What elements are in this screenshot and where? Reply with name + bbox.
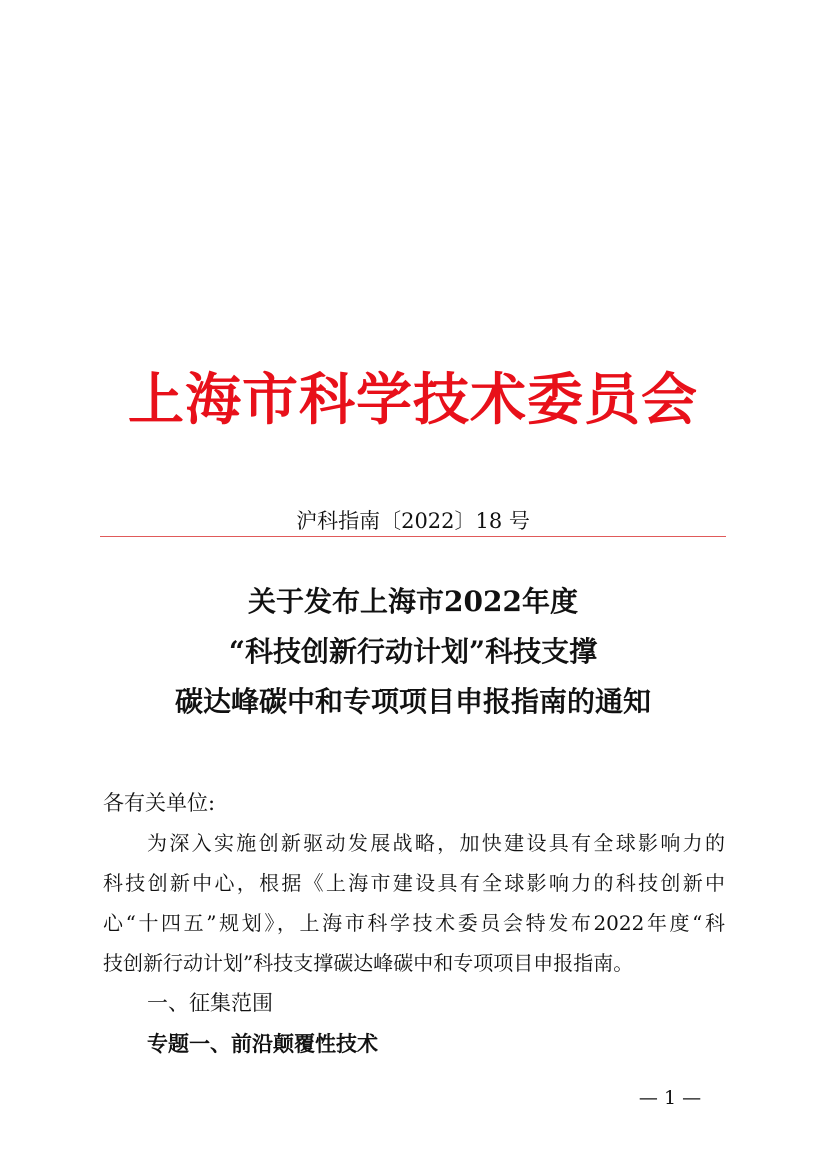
body-paragraph — [103, 823, 725, 983]
body-line: 心“十四五”规划》，上海市科学技术委员会特发布2022年度“科 — [103, 911, 725, 935]
subsection-heading: 专题一、前沿颠覆性技术 — [147, 1031, 378, 1056]
salutation: 各有关单位: — [103, 791, 216, 815]
body-line: 为深入实施创新驱动发展战略，加快建设具有全球影响力的 — [147, 831, 725, 855]
page-number: — 1 — — [638, 1087, 702, 1109]
section-heading: 一、征集范围 — [147, 991, 273, 1015]
title-line: “科技创新行动计划”科技支撑 — [228, 635, 598, 668]
body-line: 技创新行动计划”科技支撑碳达峰碳中和专项项目申报指南。 — [103, 951, 634, 975]
title-line: 碳达峰碳中和专项项目申报指南的通知 — [174, 685, 651, 718]
notice-title — [0, 577, 826, 727]
body-line: 科技创新中心，根据《上海市建设具有全球影响力的科技创新中 — [103, 871, 725, 895]
title-line: 关于发布上海市2022年度 — [248, 585, 578, 618]
document-number: 沪科指南〔2022〕18 号 — [296, 509, 530, 533]
masthead-title: 上海市科学技术委员会 — [128, 367, 698, 433]
red-divider-line — [100, 536, 726, 537]
